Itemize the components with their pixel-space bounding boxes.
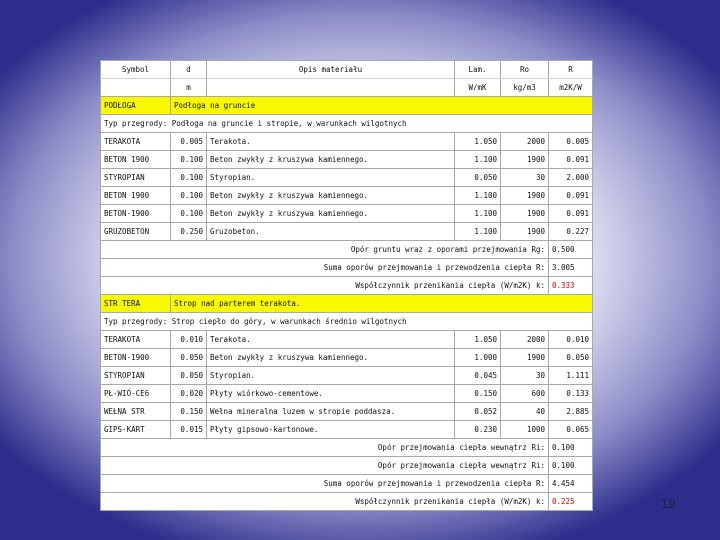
cell-resistance: 0.065 — [549, 421, 593, 439]
table-row — [101, 151, 593, 169]
section-title: Strop nad parterem terakota. — [171, 295, 593, 313]
summary-label: Opór przejmowania ciepła wewnątrz Ri: — [101, 439, 549, 457]
cell-symbol: BETON-1900 — [101, 205, 171, 223]
cell-description: Beton zwykły z kruszywa kamiennego. — [207, 205, 455, 223]
summary-value: 0.100 — [549, 457, 593, 475]
summary-row — [101, 259, 593, 277]
cell-d: 0.020 — [171, 385, 207, 403]
unit-resistance: m2K/W — [549, 79, 593, 97]
section-title-row — [101, 295, 593, 313]
cell-d: 0.100 — [171, 169, 207, 187]
cell-density: 1900 — [501, 205, 549, 223]
summary-label: Suma oporów przejmowania i przewodzenia ciepła R: — [101, 475, 549, 493]
cell-resistance: 0.050 — [549, 349, 593, 367]
cell-density: 2000 — [501, 331, 549, 349]
cell-description: Wełna mineralna luzem w stropie poddasza. — [207, 403, 455, 421]
table-row — [101, 169, 593, 187]
cell-resistance: 0.091 — [549, 187, 593, 205]
cell-lambda: 1.050 — [455, 331, 501, 349]
cell-resistance: 0.091 — [549, 151, 593, 169]
cell-density: 1900 — [501, 187, 549, 205]
cell-symbol: GIPS-KART — [101, 421, 171, 439]
summary-label: Opór gruntu wraz z oporami przejmowania Rg: — [101, 241, 549, 259]
cell-description: Beton zwykły z kruszywa kamiennego. — [207, 151, 455, 169]
partition-type: Typ przegrody: Podłoga na gruncie i stropie, w warunkach wilgotnych — [101, 115, 593, 133]
page-number: 19 — [661, 496, 676, 511]
cell-symbol: WEŁNA STR — [101, 403, 171, 421]
cell-density: 2000 — [501, 133, 549, 151]
cell-density: 1900 — [501, 223, 549, 241]
cell-resistance: 0.005 — [549, 133, 593, 151]
cell-d: 0.100 — [171, 187, 207, 205]
cell-resistance: 0.010 — [549, 331, 593, 349]
summary-label: Suma oporów przejmowania i przewodzenia ciepła R: — [101, 259, 549, 277]
cell-resistance: 2.000 — [549, 169, 593, 187]
layer-rows — [101, 133, 593, 241]
cell-d: 0.050 — [171, 367, 207, 385]
unit-symbol — [101, 79, 171, 97]
cell-density: 1900 — [501, 349, 549, 367]
cell-symbol: BETON 1900 — [101, 187, 171, 205]
cell-resistance: 2.885 — [549, 403, 593, 421]
summary-row — [101, 475, 593, 493]
table-row — [101, 403, 593, 421]
unit-lambda: W/mK — [455, 79, 501, 97]
units-row — [101, 79, 593, 97]
summary-row — [101, 457, 593, 475]
table-row — [101, 187, 593, 205]
cell-density: 1000 — [501, 421, 549, 439]
cell-lambda: 0.150 — [455, 385, 501, 403]
cell-d: 0.015 — [171, 421, 207, 439]
summary-rows — [101, 241, 593, 295]
cell-description: Terakota. — [207, 133, 455, 151]
cell-lambda: 1.100 — [455, 223, 501, 241]
header-symbol: Symbol — [101, 61, 171, 79]
summary-rows — [101, 439, 593, 511]
summary-label: Współczynnik przenikania ciepła (W/m2K) k: — [101, 493, 549, 511]
cell-d: 0.250 — [171, 223, 207, 241]
unit-d: m — [171, 79, 207, 97]
cell-d: 0.100 — [171, 151, 207, 169]
cell-density: 40 — [501, 403, 549, 421]
summary-label: Współczynnik przenikania ciepła (W/m2K) k: — [101, 277, 549, 295]
unit-density: kg/m3 — [501, 79, 549, 97]
header-resistance: R — [549, 61, 593, 79]
cell-symbol: PŁ-WIÓ-CE6 — [101, 385, 171, 403]
header-d: d — [171, 61, 207, 79]
cell-symbol: GRUZOBETON — [101, 223, 171, 241]
table-row — [101, 349, 593, 367]
cell-symbol: TERAKOTA — [101, 331, 171, 349]
section-title: Podłoga na gruncie — [171, 97, 593, 115]
cell-density: 1900 — [501, 151, 549, 169]
table-row — [101, 331, 593, 349]
header-lambda: Lam. — [455, 61, 501, 79]
ceiling-table — [100, 294, 593, 511]
cell-lambda: 0.045 — [455, 367, 501, 385]
section-title-row — [101, 97, 593, 115]
summary-value: 0.333 — [549, 277, 593, 295]
summary-label: Opór przejmowania ciepła wewnątrz Ri: — [101, 457, 549, 475]
table-row — [101, 367, 593, 385]
cell-symbol: BETON-1900 — [101, 349, 171, 367]
type-row — [101, 115, 593, 133]
cell-description: Styropian. — [207, 169, 455, 187]
table-row — [101, 205, 593, 223]
layer-rows — [101, 331, 593, 439]
cell-lambda: 1.000 — [455, 349, 501, 367]
summary-value: 0.225 — [549, 493, 593, 511]
header-description: Opis materiału — [207, 61, 455, 79]
type-row — [101, 313, 593, 331]
summary-value: 4.454 — [549, 475, 593, 493]
cell-symbol: STYROPIAN — [101, 367, 171, 385]
table-row — [101, 385, 593, 403]
partition-type: Typ przegrody: Strop ciepło do góry, w warunkach średnio wilgotnych — [101, 313, 593, 331]
cell-lambda: 1.050 — [455, 133, 501, 151]
cell-d: 0.010 — [171, 331, 207, 349]
cell-description: Terakota. — [207, 331, 455, 349]
cell-density: 600 — [501, 385, 549, 403]
table-row — [101, 223, 593, 241]
cell-lambda: 0.050 — [455, 169, 501, 187]
cell-d: 0.150 — [171, 403, 207, 421]
cell-d: 0.005 — [171, 133, 207, 151]
summary-value: 0.500 — [549, 241, 593, 259]
cell-density: 30 — [501, 169, 549, 187]
section-symbol: PODŁOGA — [101, 97, 171, 115]
summary-value: 0.100 — [549, 439, 593, 457]
cell-lambda: 1.100 — [455, 151, 501, 169]
cell-description: Styropian. — [207, 367, 455, 385]
cell-description: Beton zwykły z kruszywa kamiennego. — [207, 349, 455, 367]
summary-value: 3.005 — [549, 259, 593, 277]
floor-table — [100, 60, 593, 295]
section-symbol: STR TERA — [101, 295, 171, 313]
summary-row — [101, 277, 593, 295]
cell-d: 0.050 — [171, 349, 207, 367]
summary-row — [101, 493, 593, 511]
header-row — [101, 61, 593, 79]
cell-symbol: BETON 1900 — [101, 151, 171, 169]
cell-lambda: 0.230 — [455, 421, 501, 439]
cell-description: Płyty gipsowo-kartonowe. — [207, 421, 455, 439]
cell-resistance: 0.133 — [549, 385, 593, 403]
table-row — [101, 421, 593, 439]
cell-lambda: 1.100 — [455, 205, 501, 223]
cell-lambda: 0.052 — [455, 403, 501, 421]
cell-description: Gruzobeton. — [207, 223, 455, 241]
cell-symbol: STYROPIAN — [101, 169, 171, 187]
header-density: Ro — [501, 61, 549, 79]
unit-description — [207, 79, 455, 97]
cell-description: Beton zwykły z kruszywa kamiennego. — [207, 187, 455, 205]
cell-lambda: 1.100 — [455, 187, 501, 205]
summary-row — [101, 241, 593, 259]
cell-resistance: 0.091 — [549, 205, 593, 223]
cell-resistance: 0.227 — [549, 223, 593, 241]
cell-d: 0.100 — [171, 205, 207, 223]
cell-density: 30 — [501, 367, 549, 385]
summary-row — [101, 439, 593, 457]
cell-resistance: 1.111 — [549, 367, 593, 385]
cell-description: Płyty wiórkowo-cementowe. — [207, 385, 455, 403]
table-row — [101, 133, 593, 151]
cell-symbol: TERAKOTA — [101, 133, 171, 151]
